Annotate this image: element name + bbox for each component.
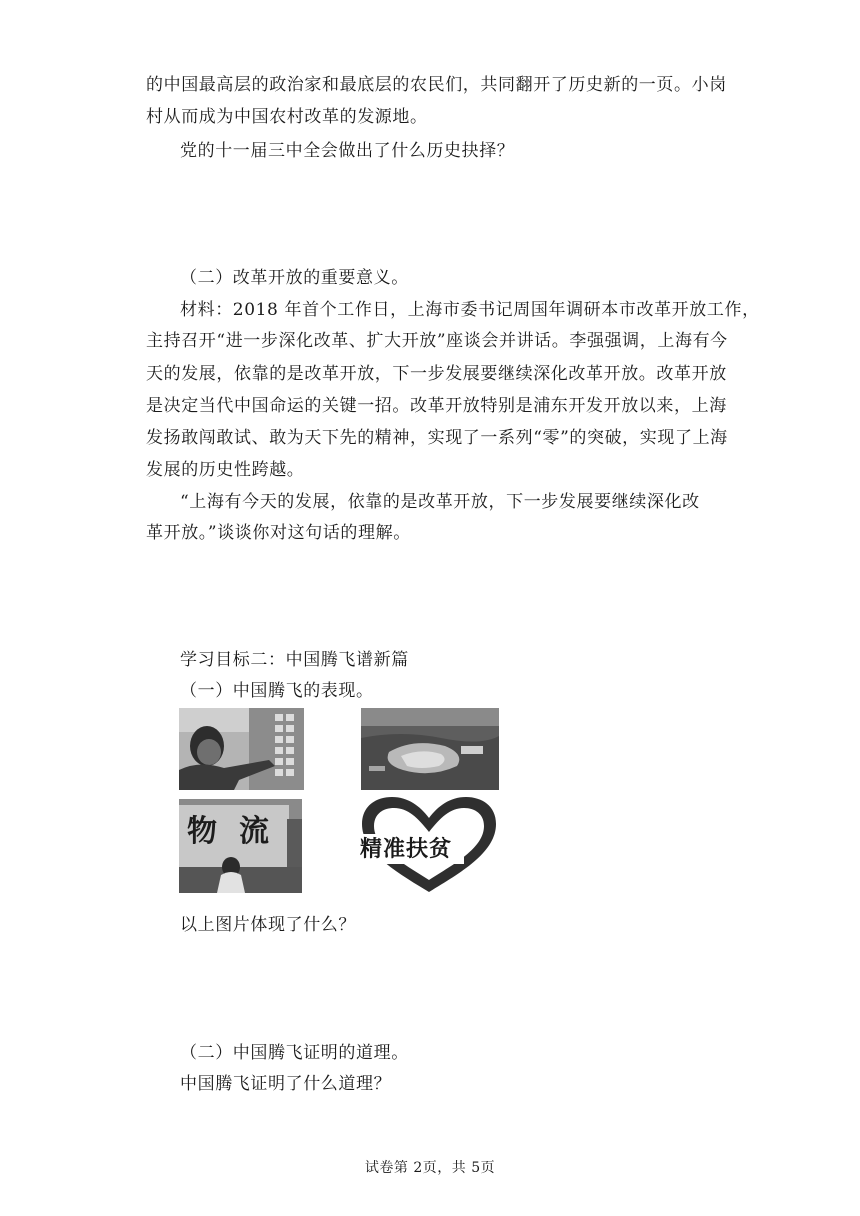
page-footer: 试卷第 2页，共 5页 bbox=[364, 1160, 496, 1176]
question-1: 党的十一届三中全会做出了什么历史抉择？ bbox=[180, 141, 515, 161]
material-line: 发扬敢闯敢试、敢为天下先的精神，实现了一系列“零”的突破，实现了上海 bbox=[146, 428, 728, 448]
sub-heading: （一）中国腾飞的表现。 bbox=[180, 681, 374, 701]
photo-worker-panel bbox=[179, 708, 304, 790]
goal-heading: 学习目标二：中国腾飞谱新篇 bbox=[180, 650, 409, 670]
section-heading: （二）改革开放的重要意义。 bbox=[180, 268, 409, 288]
question-2: “上海有今天的发展，依靠的是改革开放，下一步发展要继续深化改 bbox=[180, 492, 700, 512]
logistics-sign-char: 物 bbox=[187, 814, 217, 849]
poverty-logo-text: 精准扶贫 bbox=[360, 837, 453, 862]
paragraph-line: 村从而成为中国农村改革的发源地。 bbox=[146, 107, 428, 127]
material-line: 主持召开“进一步深化改革、扩大开放”座谈会并讲话。李强强调，上海有今 bbox=[146, 331, 728, 351]
poverty-alleviation-logo bbox=[356, 794, 502, 896]
sub-heading: （二）中国腾飞证明的道理。 bbox=[180, 1043, 409, 1063]
material-line: 发展的历史性跨越。 bbox=[146, 460, 305, 480]
material-line: 天的发展，依靠的是改革开放，下一步发展要继续深化改革开放。改革开放 bbox=[146, 364, 727, 384]
question-3: 以上图片体现了什么？ bbox=[180, 915, 356, 935]
material-line: 材料：2018 年首个工作日，上海市委书记周国年调研本市改革开放工作， bbox=[180, 300, 760, 320]
material-line: 是决定当代中国命运的关键一招。改革开放特别是浦东开发开放以来，上海 bbox=[146, 396, 727, 416]
question-2: 革开放。”谈谈你对这句话的理解。 bbox=[146, 523, 411, 543]
paragraph-line: 的中国最高层的政治家和最底层的农民们，共同翻开了历史新的一页。小岗 bbox=[146, 75, 727, 95]
photo-logistics-truck bbox=[179, 799, 302, 893]
photo-aerial-sea bbox=[361, 708, 499, 790]
question-4: 中国腾飞证明了什么道理？ bbox=[180, 1074, 392, 1094]
logistics-sign-char: 流 bbox=[239, 814, 269, 849]
